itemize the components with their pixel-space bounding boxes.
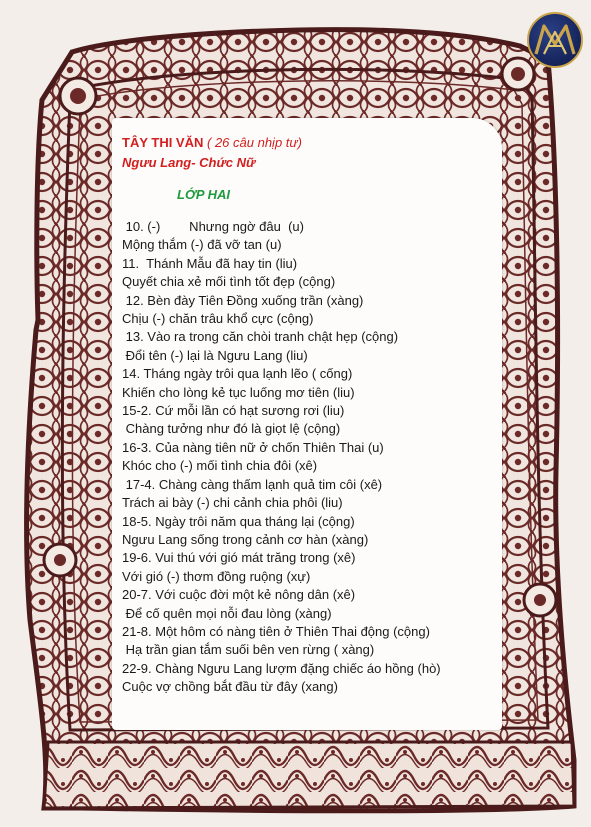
- verse-line: 20-7. Với cuộc đời một kẻ nông dân (xê): [122, 587, 356, 603]
- verse-line: 14. Tháng ngày trôi qua lạnh lẽo ( cống): [122, 366, 353, 382]
- verse-line: 15-2. Cứ mỗi lần có hạt sương rơi (liu): [122, 403, 345, 419]
- section-heading: LỚP HAI: [177, 187, 231, 202]
- verse-line: 17-4. Chàng càng thấm lạnh quả tim côi (xê): [122, 476, 383, 492]
- verse-line: 21-8. Một hôm có nàng tiên ở Thiên Thai động (cộng): [122, 623, 430, 639]
- verse-line: Đổi tên (-) lại là Ngưu Lang (liu): [122, 347, 308, 363]
- verse-list: [122, 218, 497, 697]
- verse-line: Mộng thắm (-) đã vỡ tan (u): [122, 237, 282, 253]
- verse-line: Khiến cho lòng kẻ tục luống mơ tiên (liu): [122, 384, 355, 400]
- verse-line: Chịu (-) chăn trâu khổ cực (cộng): [122, 311, 314, 327]
- verse-line: 11. Thánh Mẫu đã hay tin (liu): [122, 255, 298, 271]
- title-note: ( 26 câu nhịp tư): [207, 135, 302, 150]
- verse-line: Khóc cho (-) mối tình chia đôi (xê): [122, 458, 318, 474]
- verse-line: Ngưu Lang sống trong cảnh cơ hàn (xàng): [122, 531, 369, 547]
- verse-line: 16-3. Của nàng tiên nữ ở chốn Thiên Thai (u): [122, 439, 384, 455]
- verse-line: 10. (-) Nhưng ngờ đâu (u): [122, 219, 304, 234]
- verse-line: 18-5. Ngày trôi năm qua tháng lại (cộng): [122, 513, 355, 529]
- document-subtitle: Ngưu Lang- Chức Nữ: [122, 155, 256, 170]
- monogram-logo-icon: [527, 12, 583, 68]
- document-title: [122, 134, 497, 152]
- document-text: [122, 134, 497, 697]
- verse-line: Trách ai bày (-) chi cảnh chia phôi (liu): [122, 495, 343, 511]
- verse-line: Hạ trần gian tắm suối bên ven rừng ( xàng): [122, 642, 375, 658]
- verse-line: 12. Bèn đày Tiên Đồng xuống trần (xàng): [122, 292, 364, 308]
- verse-line: 13. Vào ra trong căn chòi tranh chật hẹp (cộng): [122, 329, 399, 345]
- verse-line: Quyết chia xẻ mối tình tốt đẹp (cộng): [122, 274, 336, 290]
- verse-line: 19-6. Vui thú với gió mát trăng trong (xê): [122, 550, 356, 566]
- title-text: TÂY THI VĂN: [122, 135, 204, 150]
- verse-line: Để cố quên mọi nỗi đau lòng (xàng): [122, 605, 332, 621]
- verse-line: Với gió (-) thơm đồng ruộng (xự): [122, 568, 311, 584]
- verse-line: 22-9. Chàng Ngưu Lang lượm đặng chiếc áo hồng (hò): [122, 660, 441, 676]
- verse-line: Chàng tưởng như đó là giọt lệ (cộng): [122, 421, 341, 437]
- verse-line: Cuộc vợ chồng bắt đầu từ đây (xang): [122, 679, 338, 695]
